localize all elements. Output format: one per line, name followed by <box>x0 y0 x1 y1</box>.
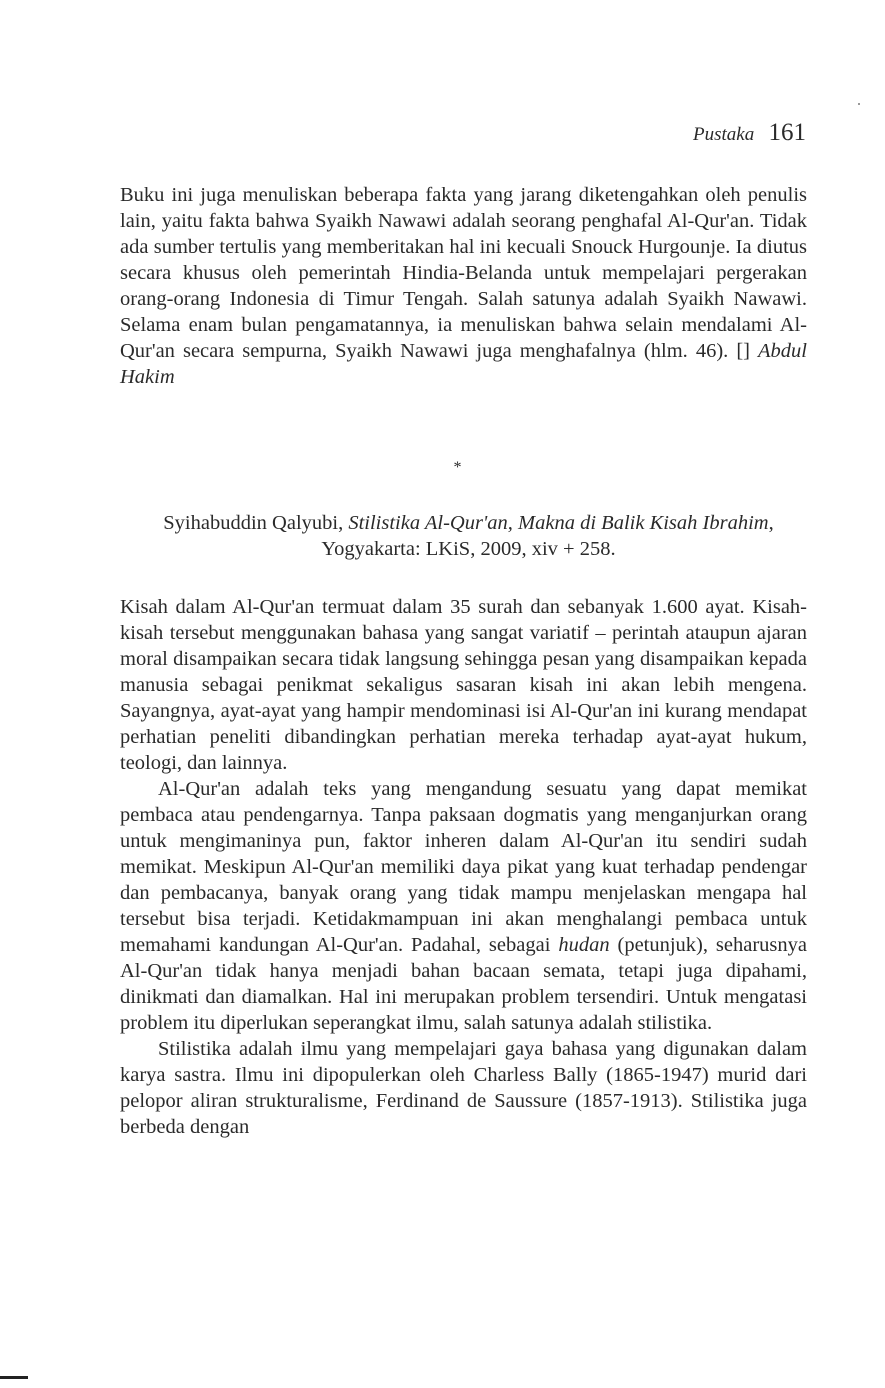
review-paragraph-text: Buku ini juga menuliskan beberapa fakta yang jarang diketengahkan oleh penulis lain, yaitu fakta bahwa Syaikh Nawawi adalah seorang penghafal Al-Qur'an. Tidak ada sumber tertulis yang memberitakan hal ini kecuali Snouck Hurgounje. Ia diutus secara khusus oleh pemerintah Hindia-Belanda untuk mempelajari pergerakan orang-orang Indonesia di Timur Tengah. Salah satunya adalah Syaikh Nawawi. Selama enam bulan pengamatannya, ia menuliskan bahwa selain mendalami Al-Qur'an secara sempurna, Syaikh Nawawi juga menghafalnya (hlm. 46). [] <box>120 184 807 362</box>
section-separator: * <box>453 459 462 476</box>
body-paragraph-3: Stilistika adalah ilmu yang mempelajari gaya bahasa yang digunakan dalam karya sastra. Ilmu ini dipopulerkan oleh Charless Bally (1865-1947) murid dari pelopor aliran strukturalisme, Ferdinand de Saussure (1857-1913). Stilistika juga berbeda dengan <box>120 1038 807 1138</box>
running-header <box>693 118 806 150</box>
citation-title: Stilistika Al-Qur'an, Makna di Balik Kisah Ibrahim <box>348 512 769 534</box>
citation-author: Syihabuddin Qalyubi, <box>163 512 349 534</box>
review-body <box>120 594 807 1140</box>
body-paragraph-2 <box>120 776 807 1036</box>
review-author-signature: Abdul Hakim <box>120 340 807 388</box>
book-citation <box>120 510 807 562</box>
body-paragraph-2-part-2: (petunjuk), seharusnya Al-Qur'an tidak hanya menjadi bahan bacaan semata, tetapi juga dipahami, dinikmati dan diamalkan. Hal ini merupakan problem tersendiri. Untuk mengatasi problem itu diperlukan seperangkat ilmu, salah satunya adalah stilistika. <box>120 934 807 1034</box>
review-continuation <box>120 182 807 390</box>
italic-term: hudan <box>558 934 610 956</box>
running-header-section: Pustaka <box>693 124 755 145</box>
page-number: 161 <box>768 119 806 146</box>
body-paragraph-2-part-1: Al-Qur'an adalah teks yang mengandung sesuatu yang dapat memikat pembaca atau pendengarnya. Tanpa paksaan dogmatis yang menganjurkan orang untuk mengimaninya pun, faktor inheren dalam Al-Qur'an itu sendiri sudah memikat. Meskipun Al-Qur'an memiliki daya pikat yang kuat terhadap pendengar dan pembacanya, banyak orang yang tidak mampu menjelaskan mengapa hal tersebut bisa terjadi. Ketidakmampuan ini akan menghalangi pembaca untuk memahami kandungan Al-Qur'an. Padahal, sebagai <box>120 778 807 956</box>
scan-speck <box>858 103 860 105</box>
citation-publisher: , Yogyakarta: LKiS, 2009, xiv + 258. <box>321 512 774 560</box>
body-paragraph-1: Kisah dalam Al-Qur'an termuat dalam 35 surah dan sebanyak 1.600 ayat. Kisah-kisah tersebut menggunakan bahasa yang sangat variatif – perintah ataupun ajaran moral disampaikan secara tidak langsung sehingga pesan yang disampaikan kepada manusia sebagai penikmat sekaligus sasaran kisah ini akan lebih mengena. Sayangnya, ayat-ayat yang hampir mendominasi isi Al-Qur'an ini kurang mendapat perhatian peneliti dibandingkan perhatian mereka terhadap ayat-ayat hukum, teologi, dan lainnya. <box>120 596 807 774</box>
scan-edge-mark <box>0 1376 28 1379</box>
review-paragraph <box>120 182 807 390</box>
